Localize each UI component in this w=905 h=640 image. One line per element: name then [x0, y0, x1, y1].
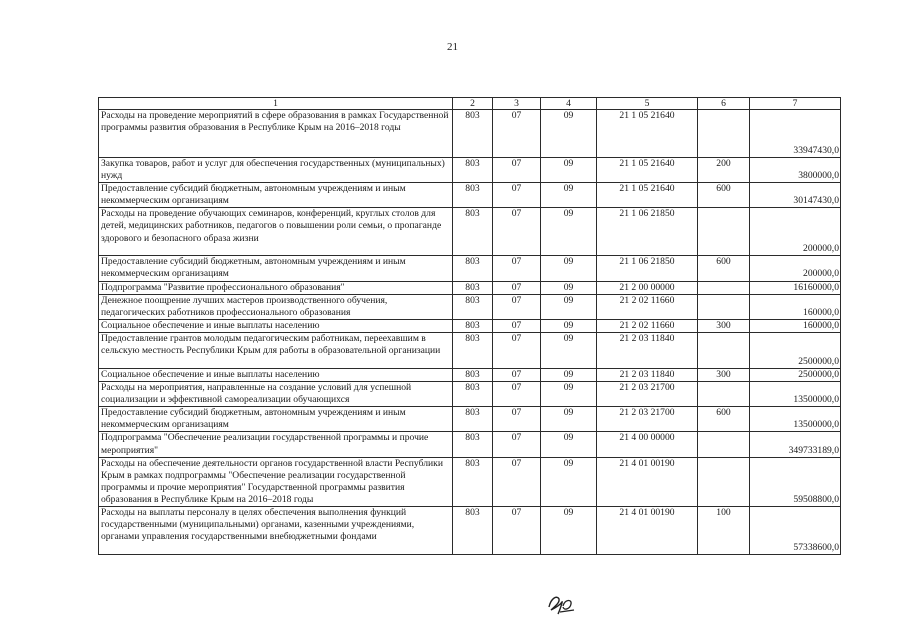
ministry-code-cell: 803: [453, 256, 493, 281]
target-article-cell: 21 2 02 11660: [597, 294, 698, 319]
table-row: [99, 332, 841, 368]
target-article-cell: 21 4 01 00190: [597, 457, 698, 506]
ministry-code-cell: 803: [453, 319, 493, 332]
section-code-cell: 07: [493, 183, 541, 208]
row-name-cell: Социальное обеспечение и иные выплаты населению: [99, 368, 453, 381]
subsection-code-cell: 09: [541, 183, 597, 208]
amount-cell: 2500000,0: [750, 332, 841, 368]
expense-type-cell: 600: [698, 407, 750, 432]
subsection-code-cell: 09: [541, 457, 597, 506]
target-article-cell: 21 2 02 11660: [597, 319, 698, 332]
table-row: [99, 208, 841, 256]
row-name-cell: Расходы на обеспечение деятельности органов государственной власти Республики Крым в рамках подпрограммы "Обеспечение реализации государственной программы и прочие мероприятия" Государственной программы развития образования в Республике Крым на 2016–2018 годы: [99, 457, 453, 506]
expense-type-cell: [698, 281, 750, 294]
table-row: [99, 457, 841, 506]
header-cell: 2: [453, 98, 493, 110]
target-article-cell: 21 1 06 21850: [597, 256, 698, 281]
amount-cell: 2500000,0: [750, 368, 841, 381]
section-code-cell: 07: [493, 281, 541, 294]
ministry-code-cell: 803: [453, 110, 493, 158]
section-code-cell: 07: [493, 110, 541, 158]
section-code-cell: 07: [493, 158, 541, 183]
expense-type-cell: [698, 110, 750, 158]
subsection-code-cell: 09: [541, 281, 597, 294]
subsection-code-cell: 09: [541, 319, 597, 332]
amount-cell: 13500000,0: [750, 407, 841, 432]
section-code-cell: 07: [493, 506, 541, 554]
table-row: [99, 407, 841, 432]
target-article-cell: 21 1 05 21640: [597, 158, 698, 183]
amount-cell: 3800000,0: [750, 158, 841, 183]
subsection-code-cell: 09: [541, 368, 597, 381]
row-name-cell: Расходы на проведение обучающих семинаров, конференций, круглых столов для детей, медицинских работников, педагогов о повышении роли семьи, о пропаганде здорового и безопасного образа жизни: [99, 208, 453, 256]
amount-cell: 160000,0: [750, 294, 841, 319]
expense-type-cell: [698, 432, 750, 457]
section-code-cell: 07: [493, 432, 541, 457]
section-code-cell: 07: [493, 319, 541, 332]
ministry-code-cell: 803: [453, 294, 493, 319]
ministry-code-cell: 803: [453, 407, 493, 432]
row-name-cell: Расходы на выплаты персоналу в целях обеспечения выполнения функций государственными (муниципальными) органами, казенными учреждениями, органами управления государственными внебюджетными фондами: [99, 506, 453, 554]
amount-cell: 13500000,0: [750, 382, 841, 407]
expense-type-cell: [698, 382, 750, 407]
target-article-cell: 21 2 03 11840: [597, 332, 698, 368]
amount-cell: 16160000,0: [750, 281, 841, 294]
page-number: 21: [447, 41, 458, 53]
ministry-code-cell: 803: [453, 382, 493, 407]
section-code-cell: 07: [493, 256, 541, 281]
table-row: [99, 281, 841, 294]
subsection-code-cell: 09: [541, 506, 597, 554]
table-row: [99, 382, 841, 407]
subsection-code-cell: 09: [541, 332, 597, 368]
header-row: [99, 98, 841, 110]
row-name-cell: Социальное обеспечение и иные выплаты населению: [99, 319, 453, 332]
subsection-code-cell: 09: [541, 110, 597, 158]
row-name-cell: Подпрограмма "Развитие профессионального образования": [99, 281, 453, 294]
expense-type-cell: 600: [698, 183, 750, 208]
expense-type-cell: 100: [698, 506, 750, 554]
expense-type-cell: [698, 457, 750, 506]
amount-cell: 200000,0: [750, 208, 841, 256]
target-article-cell: 21 2 00 00000: [597, 281, 698, 294]
ministry-code-cell: 803: [453, 432, 493, 457]
expense-type-cell: 300: [698, 319, 750, 332]
section-code-cell: 07: [493, 368, 541, 381]
row-name-cell: Расходы на мероприятия, направленные на создание условий для успешной социализации и эффективной самореализации обучающихся: [99, 382, 453, 407]
amount-cell: 59508800,0: [750, 457, 841, 506]
section-code-cell: 07: [493, 294, 541, 319]
ministry-code-cell: 803: [453, 208, 493, 256]
row-name-cell: Предоставление грантов молодым педагогическим работникам, переехавшим в сельскую местность Республики Крым для работы в образовательной организации: [99, 332, 453, 368]
budget-table: [98, 97, 841, 555]
target-article-cell: 21 2 03 21700: [597, 382, 698, 407]
expense-type-cell: [698, 294, 750, 319]
target-article-cell: 21 1 05 21640: [597, 183, 698, 208]
row-name-cell: Предоставление субсидий бюджетным, автономным учреждениям и иным некоммерческим организациям: [99, 183, 453, 208]
table-row: [99, 368, 841, 381]
amount-cell: 57338600,0: [750, 506, 841, 554]
subsection-code-cell: 09: [541, 432, 597, 457]
table-row: [99, 432, 841, 457]
section-code-cell: 07: [493, 407, 541, 432]
target-article-cell: 21 4 00 00000: [597, 432, 698, 457]
target-article-cell: 21 4 01 00190: [597, 506, 698, 554]
amount-cell: 30147430,0: [750, 183, 841, 208]
target-article-cell: 21 2 03 21700: [597, 407, 698, 432]
section-code-cell: 07: [493, 382, 541, 407]
subsection-code-cell: 09: [541, 208, 597, 256]
header-cell: 7: [750, 98, 841, 110]
ministry-code-cell: 803: [453, 281, 493, 294]
expense-type-cell: [698, 332, 750, 368]
amount-cell: 33947430,0: [750, 110, 841, 158]
expense-type-cell: [698, 208, 750, 256]
expense-type-cell: 300: [698, 368, 750, 381]
ministry-code-cell: 803: [453, 368, 493, 381]
handwritten-initials-signature: [545, 590, 577, 616]
amount-cell: 160000,0: [750, 319, 841, 332]
table-row: [99, 110, 841, 158]
ministry-code-cell: 803: [453, 457, 493, 506]
table-row: [99, 294, 841, 319]
target-article-cell: 21 1 06 21850: [597, 208, 698, 256]
section-code-cell: 07: [493, 457, 541, 506]
subsection-code-cell: 09: [541, 158, 597, 183]
header-cell: 4: [541, 98, 597, 110]
header-cell: 5: [597, 98, 698, 110]
table-row: [99, 256, 841, 281]
expense-type-cell: 200: [698, 158, 750, 183]
amount-cell: 349733189,0: [750, 432, 841, 457]
row-name-cell: Расходы на проведение мероприятий в сфере образования в рамках Государственной программы развития образования в Республике Крым на 2016–2018 годы: [99, 110, 453, 158]
header-cell: 3: [493, 98, 541, 110]
row-name-cell: Закупка товаров, работ и услуг для обеспечения государственных (муниципальных) нужд: [99, 158, 453, 183]
ministry-code-cell: 803: [453, 332, 493, 368]
section-code-cell: 07: [493, 332, 541, 368]
header-cell: 1: [99, 98, 453, 110]
section-code-cell: 07: [493, 208, 541, 256]
subsection-code-cell: 09: [541, 256, 597, 281]
subsection-code-cell: 09: [541, 294, 597, 319]
table-row: [99, 506, 841, 554]
row-name-cell: Предоставление субсидий бюджетным, автономным учреждениям и иным некоммерческим организациям: [99, 407, 453, 432]
table-row: [99, 183, 841, 208]
row-name-cell: Предоставление субсидий бюджетным, автономным учреждениям и иным некоммерческим организациям: [99, 256, 453, 281]
subsection-code-cell: 09: [541, 407, 597, 432]
subsection-code-cell: 09: [541, 382, 597, 407]
target-article-cell: 21 1 05 21640: [597, 110, 698, 158]
ministry-code-cell: 803: [453, 506, 493, 554]
expense-type-cell: 600: [698, 256, 750, 281]
target-article-cell: 21 2 03 11840: [597, 368, 698, 381]
ministry-code-cell: 803: [453, 158, 493, 183]
header-cell: 6: [698, 98, 750, 110]
row-name-cell: Денежное поощрение лучших мастеров производственного обучения, педагогических работников профессионального образования: [99, 294, 453, 319]
table-row: [99, 158, 841, 183]
row-name-cell: Подпрограмма "Обеспечение реализации государственной программы и прочие мероприятия": [99, 432, 453, 457]
ministry-code-cell: 803: [453, 183, 493, 208]
table-row: [99, 319, 841, 332]
amount-cell: 200000,0: [750, 256, 841, 281]
